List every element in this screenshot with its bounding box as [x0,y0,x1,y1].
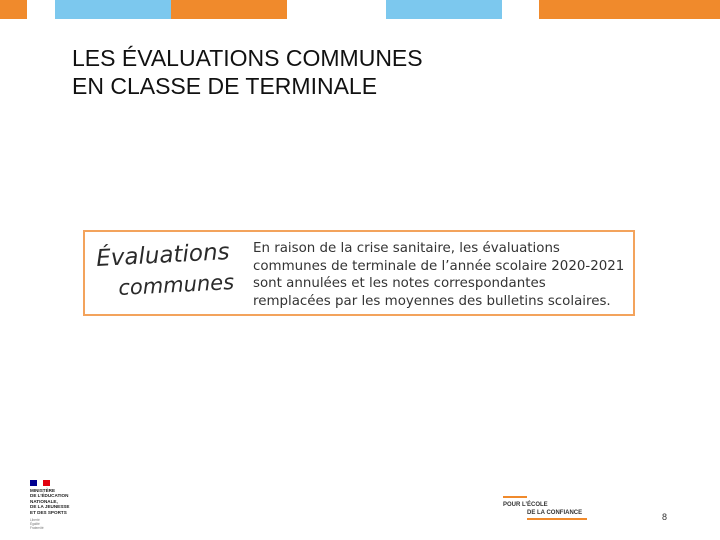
notice-text-line: communes de terminale de l’année scolaire 2020-2021 [253,258,625,274]
logo-accent-bar [503,496,527,498]
motto-line: Liberté [30,518,40,522]
header-stripe-blue-1 [55,0,171,19]
header-stripe-orange-1 [0,0,27,19]
ministry-name-line: ET DES SPORTS [30,509,67,515]
ministry-name-line: DE L’ÉDUCATION [30,493,69,499]
notice-text [253,240,631,310]
evaluations-communes-notice [83,230,635,316]
ministry-logo [30,480,100,532]
slide-title-line-1: LES ÉVALUATIONS COMMUNES [72,45,423,71]
ecole-logo-line-1: POUR L’ÉCOLE [503,502,548,508]
french-flag-icon [30,480,50,486]
notice-text-line: En raison de la crise sanitaire, les évaluations [253,241,560,256]
notice-text-line: remplacées par les moyennes des bulletins scolaires. [253,293,611,309]
slide-title [72,44,632,100]
logo-text-line-2: communes [117,269,235,300]
header-stripe-blue-2 [386,0,502,19]
ministry-name [30,488,69,515]
motto-line: Fraternité [30,526,44,530]
ministry-name-line: NATIONALE, [30,498,58,504]
notice-text-line: sont annulées et les notes correspondantes [253,276,546,291]
header-stripe-orange-3 [539,0,720,19]
ecole-logo-line-2: DE LA CONFIANCE [527,510,583,516]
logo-underline [527,518,587,520]
page-number: 8 [662,512,668,522]
evaluations-communes-logo [95,239,247,306]
ministry-name-line: MINISTÈRE [30,488,56,493]
slide-title-line-2: EN CLASSE DE TERMINALE [72,73,378,99]
ecole-de-la-confiance-logo [503,496,593,524]
ministry-motto [30,518,44,530]
header-stripe-orange-2 [171,0,287,19]
motto-line: Égalité [30,522,40,526]
ministry-name-line: DE LA JEUNESSE [30,504,70,510]
logo-text-line-1: Évaluations [95,239,231,272]
